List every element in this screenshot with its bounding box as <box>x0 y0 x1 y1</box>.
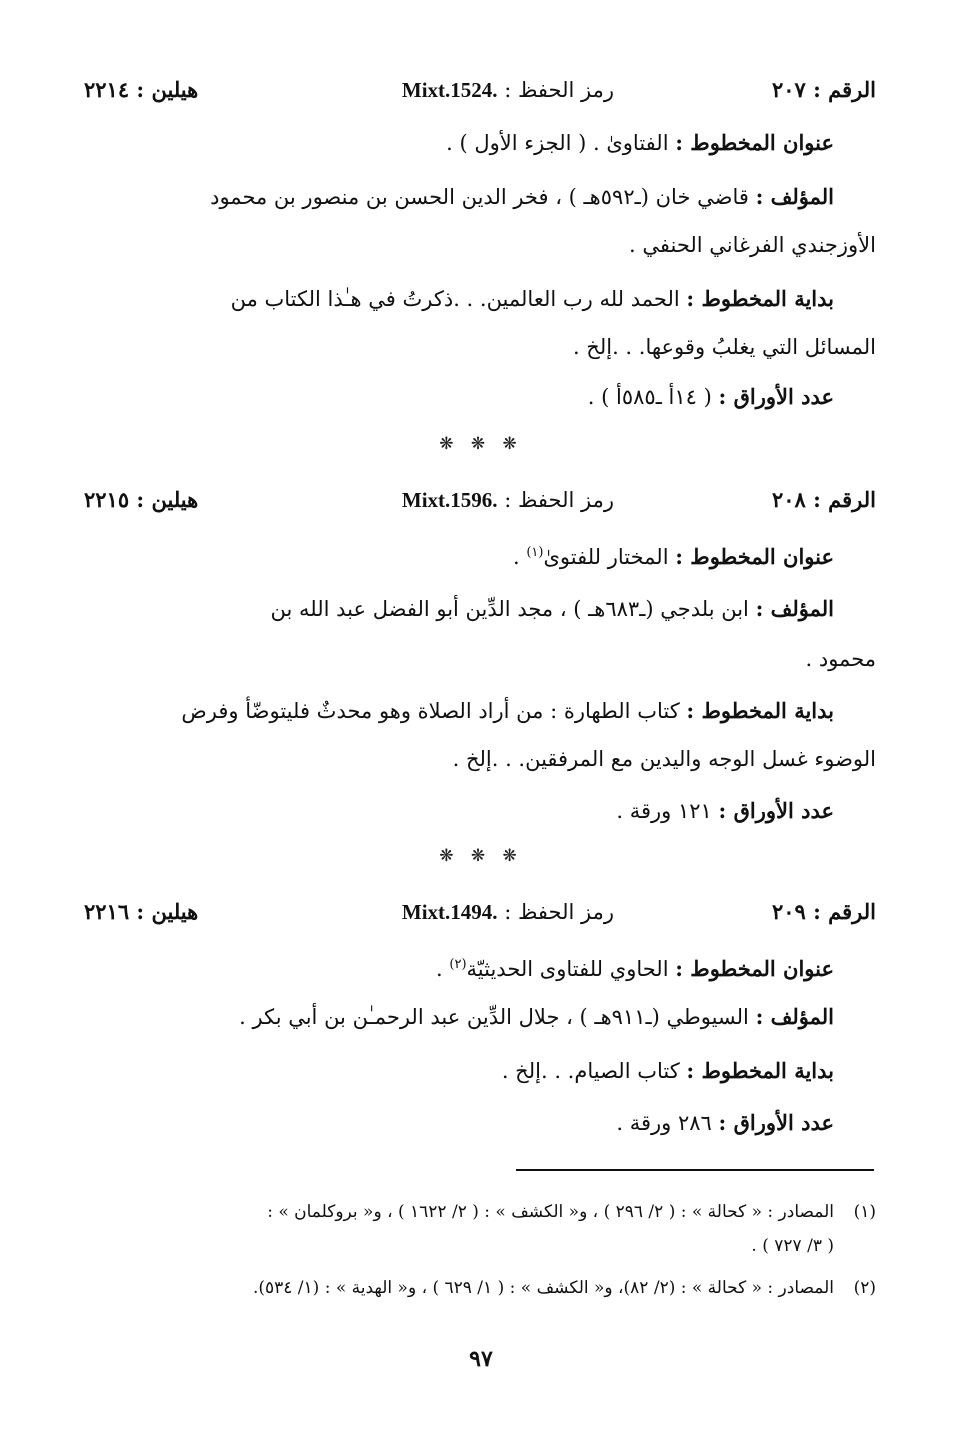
incipit-label: بداية المخطوط : <box>686 698 834 723</box>
section-separator: ❋ ❋ ❋ <box>439 434 523 454</box>
author-label: المؤلف : <box>755 1004 834 1029</box>
entry-header-208 <box>84 484 876 516</box>
entry-number: الرقم : ٢٠٨ <box>771 487 876 512</box>
helin-number: هيلين : ٢٢١٥ <box>84 487 199 512</box>
shelfmark-value: Mixt.1596. <box>401 488 498 512</box>
title-line <box>84 128 876 158</box>
incipit-line <box>84 1056 876 1086</box>
incipit-line <box>84 696 876 726</box>
shelfmark-label: رمز الحفظ : <box>504 78 614 102</box>
incipit-text: كتاب الصيام. . .إلخ . <box>501 1059 680 1083</box>
author-line <box>84 182 876 212</box>
title-label: عنوان المخطوط : <box>675 956 834 981</box>
author-text: السيوطي (ـ٩١١هـ ) ، جلال الدِّين عبد الرحمـٰن بن أبي بكر . <box>239 1005 749 1029</box>
footnote-mark: (١) <box>853 1202 876 1222</box>
author-text: ابن بلدجي (ـ٦٨٣هـ ) ، مجد الدِّين أبو الفضل عبد الله بن <box>270 597 749 621</box>
leaves-line <box>84 1108 876 1138</box>
title-end: . <box>436 957 450 981</box>
author-label: المؤلف : <box>755 596 834 621</box>
shelfmark-label: رمز الحفظ : <box>504 900 614 924</box>
author-line <box>84 594 876 624</box>
footnote-ref: (٢) <box>449 957 467 972</box>
incipit-line <box>84 284 876 314</box>
leaves-text: ٢٨٦ ورقة . <box>616 1111 712 1135</box>
incipit-continuation: الوضوء غسل الوجه واليدين مع المرفقين. . .إلخ . <box>452 747 876 771</box>
incipit-label: بداية المخطوط : <box>686 1058 834 1083</box>
shelfmark-value: Mixt.1494. <box>401 900 498 924</box>
shelfmark <box>402 74 614 106</box>
helin-number: هيلين : ٢٢١٦ <box>84 899 199 924</box>
footnote-1-continuation: ( ٣/ ٧٢٧ ) . <box>751 1236 834 1256</box>
author-continuation: محمود . <box>805 647 876 671</box>
author-label: المؤلف : <box>755 184 834 209</box>
shelfmark-label: رمز الحفظ : <box>504 488 614 512</box>
shelfmark <box>402 896 614 928</box>
author-line <box>84 1002 876 1032</box>
leaves-text: ( ١٤أ ـ٥٨٥أ ) . <box>587 385 712 409</box>
footnote-2 <box>84 1274 876 1303</box>
footnote-mark: (٢) <box>853 1278 876 1298</box>
section-separator: ❋ ❋ ❋ <box>439 846 523 866</box>
entry-number: الرقم : ٢٠٩ <box>771 899 876 924</box>
footnote-ref: (١) <box>526 545 544 560</box>
leaves-line <box>84 796 876 826</box>
incipit-label: بداية المخطوط : <box>686 286 834 311</box>
helin-number: هيلين : ٢٢١٤ <box>84 77 199 102</box>
title-line <box>84 950 876 984</box>
page-number: ٩٧ <box>469 1346 493 1372</box>
title-line <box>84 538 876 572</box>
shelfmark <box>402 484 614 516</box>
incipit-continuation: المسائل التي يغلبُ وقوعها. . .إلخ . <box>572 335 876 359</box>
incipit-text: كتاب الطهارة : من أراد الصلاة وهو محدثٌ فليتوضّأ وفرض <box>181 699 680 723</box>
title-text: الفتاوىٰ . ( الجزء الأول ) . <box>446 131 669 155</box>
title-label: عنوان المخطوط : <box>675 130 834 155</box>
author-continuation: الأوزجندي الفرغاني الحنفي . <box>629 233 876 257</box>
footnote-text: المصادر : « كحالة » : ( ٢/ ٢٩٦ ) ، و« الكشف » : ( ٢/ ١٦٢٢ ) ، و« بروكلمان » : <box>267 1202 834 1222</box>
incipit-text: الحمد لله رب العالمين. . .ذكرتُ في هـٰذا الكتاب من <box>230 287 680 311</box>
shelfmark-value: Mixt.1524. <box>401 78 498 102</box>
title-end: . <box>512 545 527 569</box>
leaves-label: عدد الأوراق : <box>718 798 834 823</box>
leaves-line <box>84 382 876 412</box>
entry-number: الرقم : ٢٠٧ <box>771 77 876 102</box>
leaves-label: عدد الأوراق : <box>718 384 834 409</box>
footnote-1 <box>84 1198 876 1227</box>
entry-header-207 <box>84 74 876 106</box>
title-text: المختار للفتوىٰ <box>543 545 669 569</box>
title-label: عنوان المخطوط : <box>675 544 834 569</box>
author-text: قاضي خان (ـ٥٩٢هـ ) ، فخر الدين الحسن بن منصور بن محمود <box>210 185 749 209</box>
footnote-text: المصادر : « كحالة » : (٢/ ٨٢)، و« الكشف » : ( ١/ ٦٢٩ ) ، و« الهدية » : (١/ ٥٣٤). <box>252 1278 834 1298</box>
leaves-text: ١٢١ ورقة . <box>616 799 712 823</box>
entry-header-209 <box>84 896 876 928</box>
leaves-label: عدد الأوراق : <box>718 1110 834 1135</box>
title-text: الحاوي للفتاوى الحديثيّة <box>466 957 669 981</box>
footnote-rule <box>516 1169 874 1171</box>
